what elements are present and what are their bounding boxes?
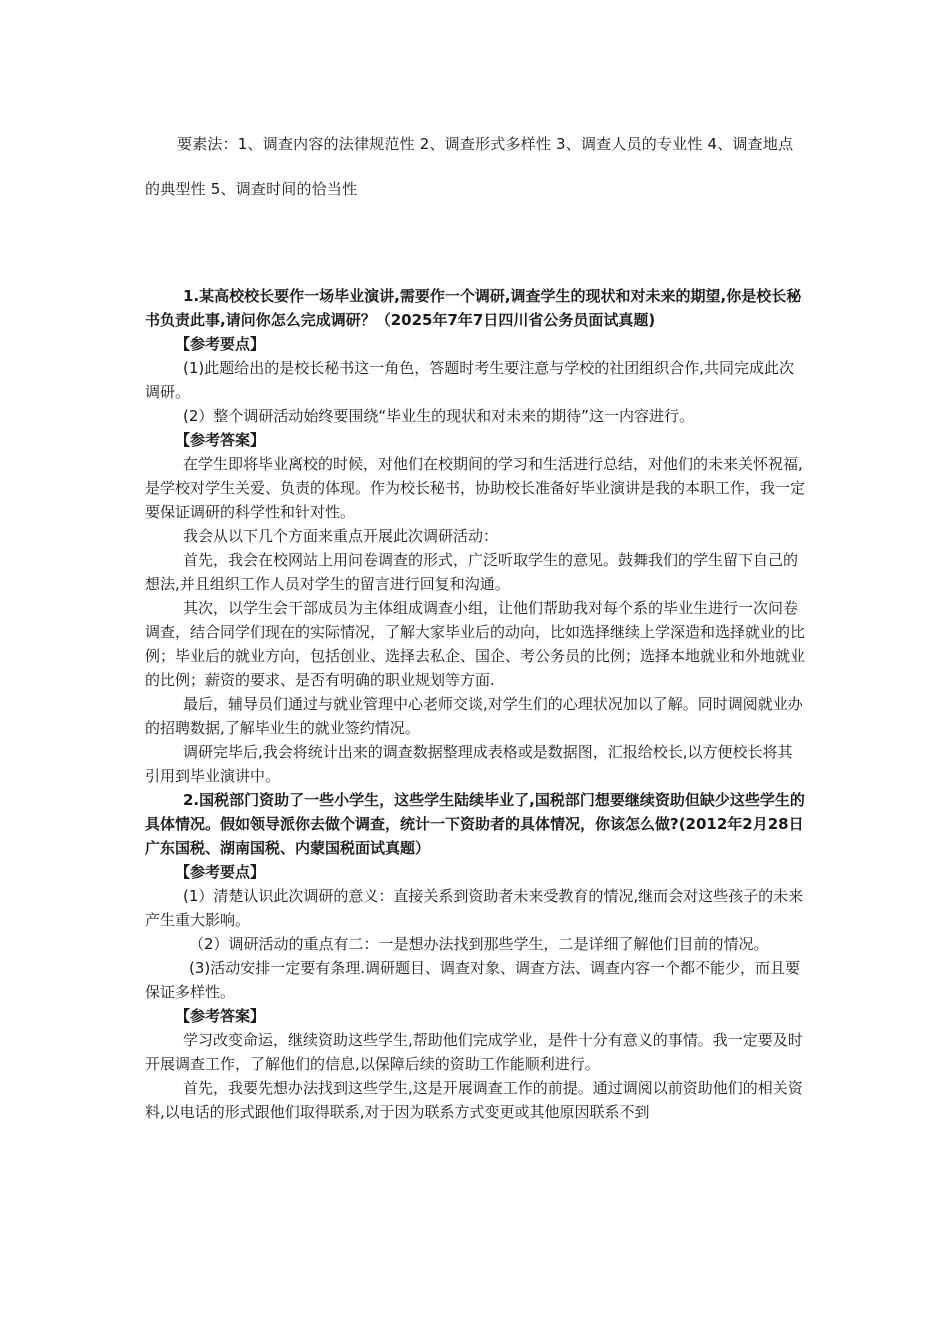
question-2: 2.国税部门资助了一些小学生，这些学生陆续毕业了,国税部门想要继续资助但缺少这些学生的具体情况。假如领导派你去做个调查，统计一下资助者的具体情况，你该怎么做?(2012年2月28日广东国税、湖南国税、内蒙国税面试真题） [145,791,805,857]
document-body [145,284,805,1124]
paragraph: 其次，以学生会干部成员为主体组成调查小组，让他们帮助我对每个系的毕业生进行一次问卷调查，结合同学们现在的实际情况，了解大家毕业后的动向，比如选择继续上学深造和选择就业的比例；毕业后的就业方向，包括创业、选择去私企、国企、考公务员的比例；选择本地就业和外地就业的比例；薪资的要求、是否有明确的职业规划等方面. [145,599,806,689]
intro-paragraph: 要素法：1、调查内容的法律规范性 2、调查形式多样性 3、调查人员的专业性 4、调查地点的典型性 5、调查时间的恰当性 [145,135,794,198]
paragraph: （2）调研活动的重点有二：一是想办法找到那些学生，二是详细了解他们目前的情况。 [189,935,769,953]
question-1: 1.某高校校长要作一场毕业演讲,需要作一个调研,调查学生的现状和对未来的期望,你是校长秘书负责此事,请问你怎么完成调研？（2025年7年7日四川省公务员面试真题) [145,287,802,329]
paragraph: 首先，我会在校网站上用问卷调查的形式，广泛听取学生的意见。鼓舞我们的学生留下自己的想法,并且组织工作人员对学生的留言进行回复和沟通。 [145,551,799,593]
heading-key-points-1: 【参考要点】 [175,335,266,353]
heading-key-points-2: 【参考要点】 [175,863,266,881]
heading-answer-2: 【参考答案】 [175,1007,266,1025]
paragraph: 在学生即将毕业离校的时候，对他们在校期间的学习和生活进行总结，对他们的未来关怀祝福,是学校对学生关爱、负责的体现。作为校长秘书，协助校长准备好毕业演讲是我的本职工作，我一定要保证调研的科学性和针对性。 [145,455,806,521]
paragraph: (1）清楚认识此次调研的意义：直接关系到资助者未来受教育的情况,继而会对这些孩子的未来产生重大影响。 [145,887,804,929]
paragraph: (3)活动安排一定要有条理.调研题目、调查对象、调查方法、调查内容一个都不能少，而且要保证多样性。 [145,959,801,1001]
paragraph: 学习改变命运，继续资助这些学生,帮助他们完成学业，是件十分有意义的事情。我一定要及时开展调查工作，了解他们的信息,以保障后续的资助工作能顺利进行。 [145,1031,803,1073]
paragraph: 我会从以下几个方面来重点开展此次调研活动： [183,527,499,545]
paragraph: (2）整个调研活动始终要围绕“毕业生的现状和对未来的期待”这一内容进行。 [183,407,694,425]
paragraph: 调研完毕后,我会将统计出来的调查数据整理成表格或是数据图，汇报给校长,以方便校长将其引用到毕业演讲中。 [145,743,793,785]
paragraph: 首先，我要先想办法找到这些学生,这是开展调查工作的前提。通过调阅以前资助他们的相关资料,以电话的形式跟他们取得联系,对于因为联系方式变更或其他原因联系不到 [145,1079,803,1121]
paragraph: 最后，辅导员们通过与就业管理中心老师交谈,对学生们的心理状况加以了解。同时调阅就业办的招聘数据,了解毕业生的就业签约情况。 [145,695,803,737]
paragraph: (1)此题给出的是校长秘书这一角色，答题时考生要注意与学校的社团组织合作,共同完成此次调研。 [145,359,795,401]
heading-answer-1: 【参考答案】 [175,431,266,449]
